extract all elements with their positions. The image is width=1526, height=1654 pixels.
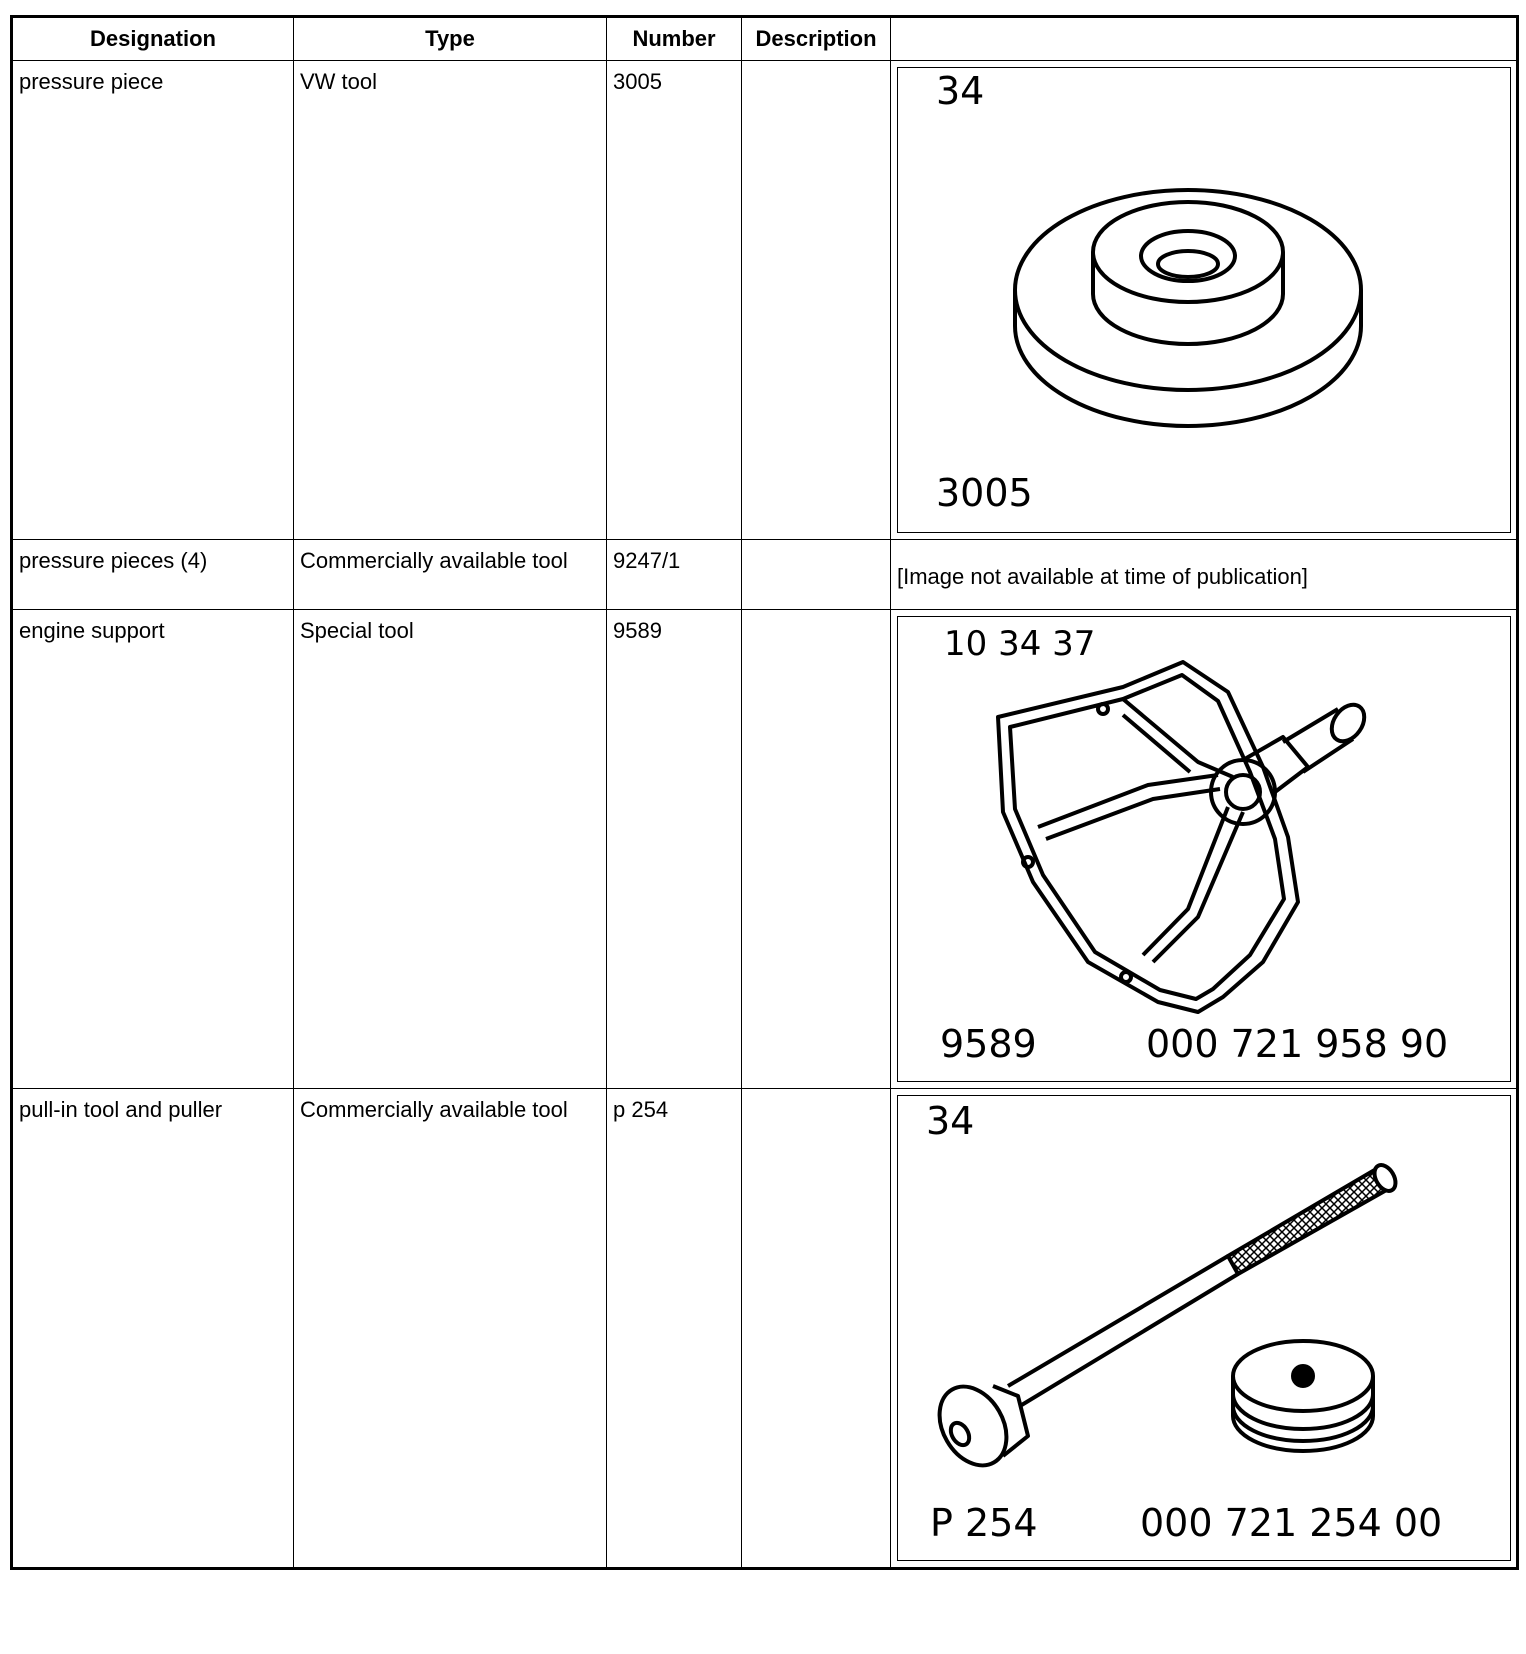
figure-bottom-left-label: P 254: [930, 1501, 1038, 1545]
cell-description: [742, 540, 891, 610]
cell-number: 9247/1: [607, 540, 742, 610]
table-row: [12, 61, 1518, 540]
cell-description: [742, 610, 891, 1089]
special-tools-table: [10, 15, 1519, 1570]
cell-designation: pressure piece: [12, 61, 294, 540]
header-description: Description: [742, 17, 891, 61]
cell-number: 3005: [607, 61, 742, 540]
header-image: [891, 17, 1518, 61]
cell-type: Commercially available tool: [294, 540, 607, 610]
figure-bottom-left-label: 3005: [936, 471, 1033, 515]
image-unavailable-note: [Image not available at time of publication]: [897, 564, 1308, 589]
tool-figure-9589: [897, 616, 1511, 1082]
figure-top-label: 34: [926, 1099, 975, 1143]
cell-image: [891, 1089, 1518, 1569]
pressure-piece-drawing: [898, 68, 1510, 532]
figure-bottom-right-label: 000 721 254 00: [1140, 1501, 1443, 1545]
cell-description: [742, 1089, 891, 1569]
cell-image: [891, 540, 1518, 610]
cell-designation: pull-in tool and puller: [12, 1089, 294, 1569]
cell-designation: engine support: [12, 610, 294, 1089]
table-row: [12, 1089, 1518, 1569]
cell-image: [891, 61, 1518, 540]
cell-type: VW tool: [294, 61, 607, 540]
pull-in-tool-drawing: [898, 1096, 1510, 1560]
cell-description: [742, 61, 891, 540]
table-row: [12, 610, 1518, 1089]
header-type: Type: [294, 17, 607, 61]
header-designation: Designation: [12, 17, 294, 61]
table-row: [12, 540, 1518, 610]
table-header-row: [12, 17, 1518, 61]
figure-top-label: 10 34 37: [944, 624, 1096, 664]
figure-bottom-right-label: 000 721 958 90: [1146, 1022, 1449, 1066]
cell-image: [891, 610, 1518, 1089]
cell-designation: pressure pieces (4): [12, 540, 294, 610]
cell-number: 9589: [607, 610, 742, 1089]
header-number: Number: [607, 17, 742, 61]
cell-number: p 254: [607, 1089, 742, 1569]
figure-bottom-left-label: 9589: [940, 1022, 1037, 1066]
cell-type: Commercially available tool: [294, 1089, 607, 1569]
engine-support-drawing: [898, 617, 1510, 1081]
figure-top-label: 34: [936, 69, 985, 113]
cell-type: Special tool: [294, 610, 607, 1089]
tool-figure-3005: [897, 67, 1511, 533]
tool-figure-p254: [897, 1095, 1511, 1561]
